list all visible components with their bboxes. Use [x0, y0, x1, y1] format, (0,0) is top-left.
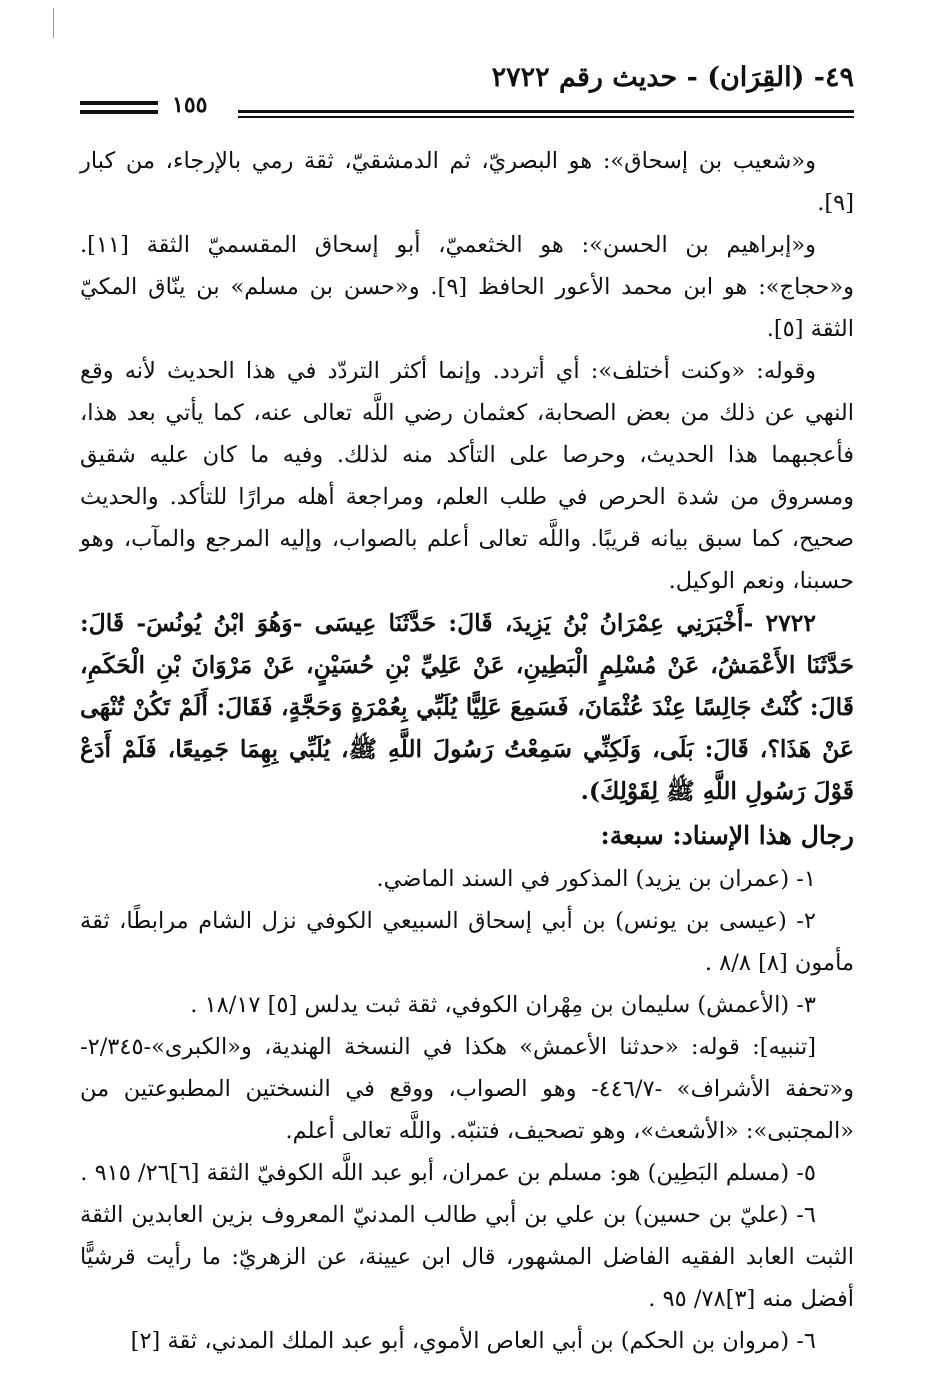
hadith-text: ٢٧٢٢ -أَخْبَرَنِي عِمْرَانُ بْنُ يَزِيدَ، قَالَ: حَدَّثَنَا عِيسَى -وَهُوَ ابْنُ يُونُسَ- قَالَ: حَدَّثَنَا الأَعْمَشُ، عَنْ مُسْلِمٍ الْبَطِينِ، عَنْ عَلِيِّ بْنِ حُسَيْنٍ، عَنْ مَرْوَانَ بْنِ الْحَكَمِ، قَالَ: كُنْتُ جَالِسًا عِنْدَ عُثْمَانَ، فَسَمِعَ عَلِيًّا يُلَبِّي بِعُمْرَةٍ وَحَجَّةٍ، فَقَالَ: أَلَمْ تَكُنْ تُنْهَى عَنْ هَذَا؟، قَالَ: بَلَى، وَلَكِنِّي سَمِعْتُ رَسُولَ اللَّهِ ﷺ، يُلَبِّي بِهِمَا جَمِيعًا، فَلَمْ أَدَعْ قَوْلَ رَسُولِ اللَّهِ ﷺ لِقَوْلِكَ). — [80, 609, 854, 805]
body-paragraph: وقوله: «وكنت أختلف»: أي أتردد. وإنما أكثر التردّد في هذا الحديث لأنه وقع النهي عن ذلك من بعض الصحابة، كعثمان رضي اللَّه تعالى عنه، كما يأتي بعد هذا، فأعجبهما هذا الحديث، وحرصا على التأكد منه لذلك. وفيه ما كان عليه شقيق ومسروق من شدة الحرص في طلب العلم، ومراجعة أهله مرارًا للتأكد. والحديث صحيح، كما سبق بيانه قريبًا. واللَّه تعالى أعلم بالصواب، وإليه المرجع والمآب، وهو حسبنا، ونعم الوكيل. — [80, 358, 854, 594]
page-number-rule-top — [80, 101, 158, 105]
narrator-entry: ٥- (مسلم البَطِين) هو: مسلم بن عمران، أبو عبد اللَّه الكوفيّ الثقة [٦]٢٦/ ٩١٥ . — [80, 1160, 816, 1186]
note-entry: [تنبيه]: قوله: «حدثنا الأعمش» هكذا في النسخة الهندية، و«الكبرى»-٢/٣٤٥- و«تحفة الأشراف» -٤٤٦/٧- وهو الصواب، ووقع في النسختين المطبوعتين من «المجتبى»: «الأشعث»، وهو تصحيف، فتنبّه. واللَّه تعالى أعلم. — [80, 1034, 854, 1144]
scan-edge-mark — [53, 8, 54, 38]
header-rule-secondary — [238, 116, 854, 118]
body-paragraph: و«إبراهيم بن الحسن»: هو الخثعميّ، أبو إسحاق المقسميّ الثقة [١١]. و«حجاج»: هو ابن محمد الأعور الحافظ [٩]. و«حسن بن مسلم» بن ينّاق المكيّ الثقة [٥]. — [80, 232, 854, 342]
narrator-entry: ٦- (مروان بن الحكم) بن أبي العاص الأموي، أبو عبد الملك المدني، ثقة [٢] — [130, 1328, 816, 1354]
running-header-title: ٤٩- (القِرَان) - حديث رقم ٢٧٢٢ — [491, 62, 854, 93]
header-rule — [238, 110, 854, 113]
narrator-entry: ٣- (الأعمش) سليمان بن مِهْران الكوفي، ثقة ثبت يدلس [٥] ١٨/١٧ . — [190, 992, 816, 1018]
body-paragraph: و«شعيب بن إسحاق»: هو البصريّ، ثم الدمشقيّ، ثقة رمي بالإرجاء، من كبار [٩]. — [80, 148, 854, 216]
narrator-entry: ٢- (عيسى بن يونس) بن أبي إسحاق السبيعي الكوفي نزل الشام مرابطًا، ثقة مأمون [٨] ٨/٨ . — [80, 908, 854, 976]
section-heading: رجال هذا الإسناد: سبعة: — [600, 821, 854, 850]
page-number-rule-bottom — [80, 110, 158, 114]
narrator-entry: ٦- (عليّ بن حسين) بن علي بن أبي طالب المدنيّ المعروف بزين العابدين الثقة الثبت العابد الفقيه الفاضل المشهور، قال ابن عيينة، عن الزهريّ: ما رأيت قرشيًّا أفضل منه [٣]٧٨/ ٩٥ . — [80, 1202, 854, 1312]
narrator-entry: ١- (عمران بن يزيد) المذكور في السند الماضي. — [376, 866, 816, 892]
page-number: ١٥٥ — [172, 92, 208, 118]
page-body — [80, 140, 854, 1362]
